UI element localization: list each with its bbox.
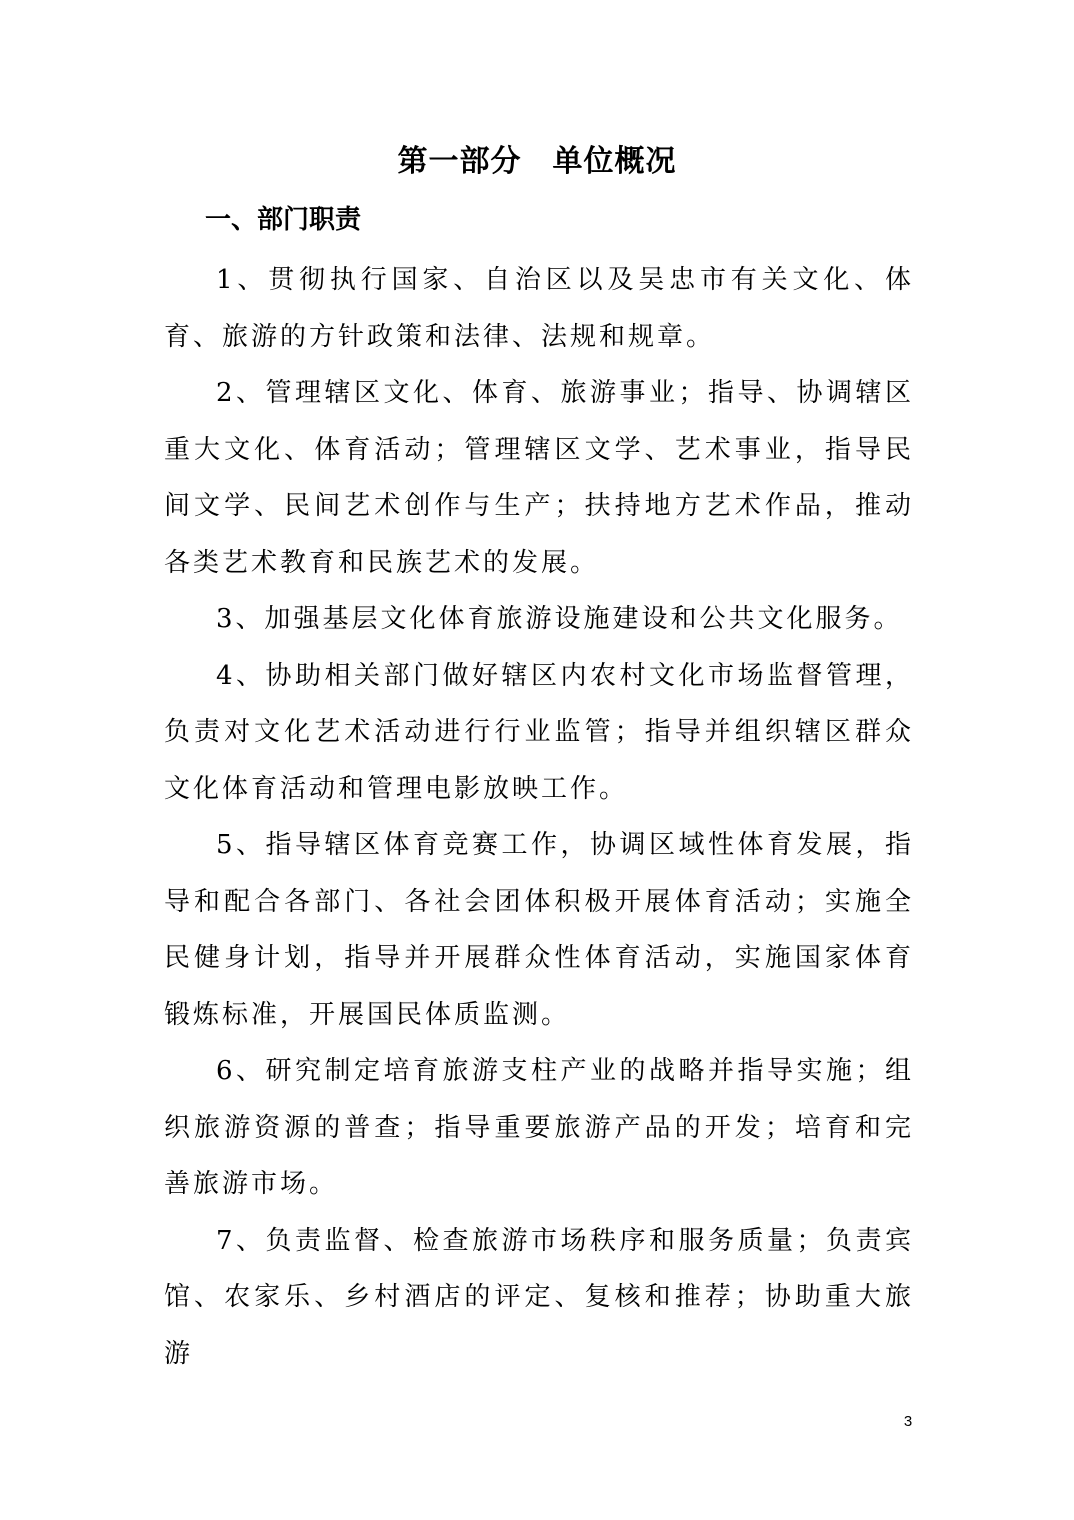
body-text bbox=[164, 252, 914, 1382]
paragraph-6: 6、研究制定培育旅游支柱产业的战略并指导实施；组织旅游资源的普查；指导重要旅游产品的开发；培育和完善旅游市场。 bbox=[164, 1056, 914, 1199]
paragraph-2: 2、管理辖区文化、体育、旅游事业；指导、协调辖区重大文化、体育活动；管理辖区文学、艺术事业，指导民间文学、民间艺术创作与生产；扶持地方艺术作品，推动各类艺术教育和民族艺术的发展。 bbox=[164, 378, 914, 578]
paragraph-7: 7、负责监督、检查旅游市场秩序和服务质量；负责宾馆、农家乐、乡村酒店的评定、复核和推荐；协助重大旅游 bbox=[164, 1225, 914, 1369]
paragraph-5: 5、指导辖区体育竞赛工作，协调区域性体育发展，指导和配合各部门、各社会团体积极开展体育活动；实施全民健身计划，指导并开展群众性体育活动，实施国家体育锻炼标准，开展国民体质监测。 bbox=[164, 830, 914, 1030]
page-title: 第一部分 单位概况 bbox=[397, 144, 677, 179]
section-heading: 一、部门职责 bbox=[205, 205, 362, 235]
paragraph-1: 1、贯彻执行国家、自治区以及吴忠市有关文化、体育、旅游的方针政策和法律、法规和规章。 bbox=[164, 265, 914, 352]
page-number: 3 bbox=[903, 1413, 913, 1430]
paragraph-4: 4、协助相关部门做好辖区内农村文化市场监督管理，负责对文化艺术活动进行行业监管；指导并组织辖区群众文化体育活动和管理电影放映工作。 bbox=[164, 660, 914, 804]
paragraph-3: 3、加强基层文化体育旅游设施建设和公共文化服务。 bbox=[216, 604, 903, 634]
